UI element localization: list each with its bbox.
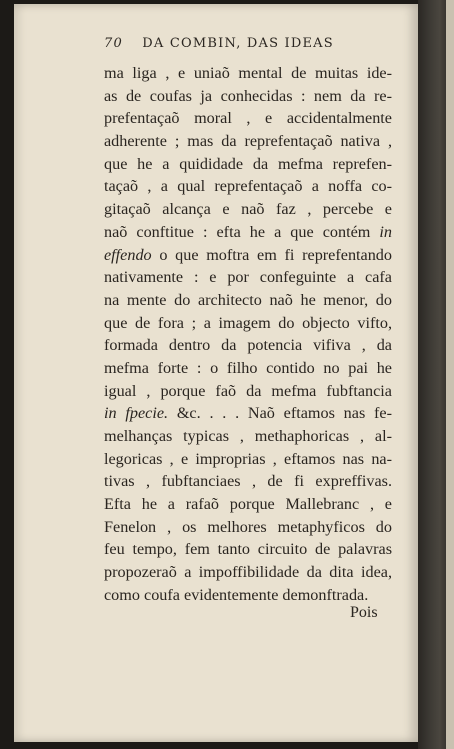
text-line: taçaõ , a qual reprefentaçaõ a noffa co- xyxy=(104,177,392,196)
text-line: ma liga , e uniaõ mental de muitas ide- xyxy=(104,64,392,82)
text-line: tivas , fubftanciaes , de fi expreffivas. xyxy=(104,472,392,491)
text-line: que de fora ; a imagem do objecto vifto, xyxy=(104,313,392,332)
text-line: formada dentro da potencia vifiva , da xyxy=(104,336,392,355)
text-line: melhanças typicas , methaphoricas , al- xyxy=(104,427,392,445)
text-line: legoricas , e improprias , eftamos nas na- xyxy=(104,449,392,468)
text-line: como coufa evidentemente demonftrada. xyxy=(104,585,369,604)
catchword: Pois xyxy=(350,604,378,621)
text-line: feu tempo, fem tanto circuito de palavras xyxy=(104,540,392,559)
text-line: effendo o que moftra em fi reprefentando xyxy=(104,245,392,264)
text-line: gitaçaõ alcança e naõ faz , percebe e xyxy=(104,200,392,219)
text-line: adherente ; mas da reprefentaçaõ nativa , xyxy=(104,132,392,151)
text-line: que he a quididade da mefma reprefen- xyxy=(104,154,392,173)
text-line: igual , porque faõ da mefma fubftancia xyxy=(104,381,392,400)
text-line: mefma forte : o filho contido no pai he xyxy=(104,358,392,377)
body-text xyxy=(104,62,392,607)
text-line: as de coufas ja conhecidas : nem da re- xyxy=(104,86,392,105)
text-line: propozeraõ a impoffibilidade da dita idea, xyxy=(104,563,392,582)
text-line: Fenelon , os melhores metaphyficos do xyxy=(104,517,392,536)
page-number: 70 xyxy=(104,36,123,51)
text-line: in fpecie. &c. . . . Naõ eftamos nas fe- xyxy=(104,404,393,423)
facing-page-edge xyxy=(446,0,454,749)
running-title: DA COMBIN, DAS IDEAS xyxy=(142,36,334,51)
text-line: naõ conftitue : efta he a que contém in xyxy=(104,222,392,241)
text-line: Efta he a rafaõ porque Mallebranc , e xyxy=(104,495,392,514)
text-line: na mente do architecto naõ he menor, do xyxy=(104,290,392,309)
text-line: prefentaçaõ moral , e accidentalmente xyxy=(104,109,392,128)
running-header xyxy=(104,36,404,51)
text-line: nativamente : e por confeguinte a cafa xyxy=(104,268,392,287)
